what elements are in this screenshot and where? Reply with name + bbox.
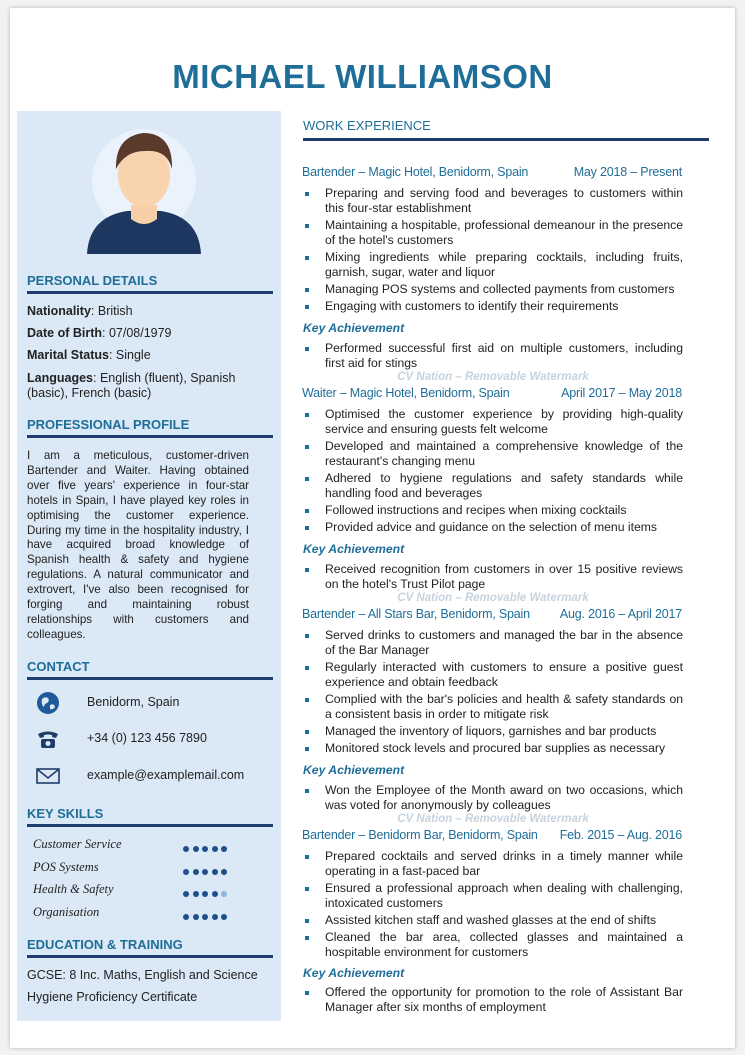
- globe-icon: [35, 690, 61, 716]
- envelope-icon: [35, 763, 61, 789]
- detail-dob: Date of Birth: 07/08/1979: [27, 326, 172, 340]
- divider: [27, 677, 273, 680]
- phone-icon: [35, 726, 61, 752]
- bullet-item: Ensured a professional approach when dealing with challenging, intoxicated customers: [303, 881, 683, 912]
- job-title-row: Waiter – Magic Hotel, Benidorm, Spain April 2017 – May 2018: [302, 386, 682, 400]
- job-title-row: Bartender – Magic Hotel, Benidorm, Spain May 2018 – Present: [302, 165, 682, 179]
- bullet-item: Optimised the customer experience by providing high-quality service and ensuring guests felt welcome: [303, 407, 683, 438]
- rating-dot: [193, 869, 199, 875]
- job-bullets: [303, 628, 683, 758]
- contact-email-text: example@examplemail.com: [87, 768, 245, 782]
- rating-dot: [221, 914, 227, 920]
- bullet-item: Served drinks to customers and managed the bar in the absence of the Bar Manager: [303, 628, 683, 659]
- bullet-item: Complied with the bar's policies and health & safety standards on a consistent basis in order to mitigate risk: [303, 692, 683, 723]
- rating-dot: [193, 914, 199, 920]
- skill-row: Health & Safety: [33, 882, 233, 897]
- education-heading: EDUCATION & TRAINING: [27, 937, 183, 952]
- rating-dot: [183, 846, 189, 852]
- bullet-item: Maintaining a hospitable, professional demeanour in the presence of the hotel's customers: [303, 218, 683, 249]
- bullet-item: Adhered to hygiene regulations and safety standards while handling food and beverages: [303, 471, 683, 502]
- personal-details-heading: PERSONAL DETAILS: [27, 273, 158, 288]
- achievement-bullets: [303, 783, 683, 815]
- detail-languages: Languages: English (fluent), Spanish (basic), French (basic): [27, 371, 236, 400]
- bullet-item: Provided advice and guidance on the selection of menu items: [303, 520, 683, 535]
- job-bullets: [303, 407, 683, 537]
- bullet-item: Prepared cocktails and served drinks in a timely manner while operating in a fast-paced bar: [303, 849, 683, 880]
- key-achievement-label: Key Achievement: [303, 321, 405, 335]
- rating-dot: [212, 869, 218, 875]
- skill-row: Customer Service: [33, 837, 233, 852]
- bullet-item: Managed the inventory of liquors, garnishes and bar products: [303, 724, 683, 739]
- rating-dot: [193, 891, 199, 897]
- bullet-item: Offered the opportunity for promotion to the role of Assistant Bar Manager after six months of employment: [303, 985, 683, 1016]
- bullet-item: Assisted kitchen staff and washed glasses at the end of shifts: [303, 913, 683, 928]
- watermark: CV Nation – Removable Watermark: [397, 813, 589, 825]
- bullet-item: Developed and maintained a comprehensive knowledge of the restaurant's changing menu: [303, 439, 683, 470]
- skill-rating: [183, 864, 231, 879]
- rating-dot: [183, 891, 189, 897]
- watermark: CV Nation – Removable Watermark: [397, 592, 589, 604]
- contact-heading: CONTACT: [27, 659, 90, 674]
- rating-dot: [193, 846, 199, 852]
- skill-row: POS Systems: [33, 860, 233, 875]
- divider: [27, 955, 273, 958]
- key-achievement-label: Key Achievement: [303, 542, 405, 556]
- education-item: Hygiene Proficiency Certificate: [27, 990, 198, 1004]
- professional-profile-heading: PROFESSIONAL PROFILE: [27, 417, 190, 432]
- rating-dot: [202, 869, 208, 875]
- bullet-item: Preparing and serving food and beverages to customers within this four-star establishment: [303, 186, 683, 217]
- rating-dot: [221, 891, 227, 897]
- achievement-bullets: [303, 341, 683, 373]
- skill-rating: [183, 886, 231, 901]
- achievement-bullets: [303, 562, 683, 594]
- job-dates: Feb. 2015 – Aug. 2016: [559, 828, 682, 842]
- work-experience-heading: WORK EXPERIENCE: [303, 118, 431, 133]
- job-dates: April 2017 – May 2018: [561, 386, 682, 400]
- job-bullets: [303, 186, 683, 316]
- bullet-item: Monitored stock levels and procured bar supplies as necessary: [303, 741, 683, 756]
- key-achievement-label: Key Achievement: [303, 966, 405, 980]
- job-dates: May 2018 – Present: [573, 165, 682, 179]
- achievement-bullets: [303, 985, 683, 1017]
- job-dates: Aug. 2016 – April 2017: [559, 607, 682, 621]
- bullet-item: Engaging with customers to identify their requirements: [303, 299, 683, 314]
- rating-dot: [183, 869, 189, 875]
- contact-location-text: Benidorm, Spain: [87, 695, 180, 709]
- detail-nationality: Nationality: British: [27, 304, 133, 318]
- rating-dot: [202, 846, 208, 852]
- skill-rating: [183, 909, 231, 924]
- bullet-item: Cleaned the bar area, collected glasses and maintained a hospitable environment for customers: [303, 930, 683, 961]
- rating-dot: [212, 846, 218, 852]
- key-achievement-label: Key Achievement: [303, 763, 405, 777]
- bullet-item: Mixing ingredients while preparing cocktails, including fruits, garnish, sugar, water and liquor: [303, 250, 683, 281]
- rating-dot: [202, 891, 208, 897]
- contact-phone-text: +34 (0) 123 456 7890: [87, 731, 207, 745]
- divider: [27, 824, 273, 827]
- bullet-item: Performed successful first aid on multiple customers, including first aid for stings: [303, 341, 683, 372]
- bullet-item: Received recognition from customers in over 15 positive reviews on the hotel's Trust Pilot page: [303, 562, 683, 593]
- bullet-item: Regularly interacted with customers to ensure a positive guest experience and obtain feedback: [303, 660, 683, 691]
- divider: [303, 138, 709, 141]
- rating-dot: [221, 869, 227, 875]
- skill-rating: [183, 841, 231, 856]
- rating-dot: [221, 846, 227, 852]
- bullet-item: Won the Employee of the Month award on two occasions, which was voted for anonymously by colleagues: [303, 783, 683, 814]
- sidebar: [17, 111, 281, 1021]
- job-title-row: Bartender – Benidorm Bar, Benidorm, Spain Feb. 2015 – Aug. 2016: [302, 828, 682, 842]
- profile-text: I am a meticulous, customer-driven Bartender and Waiter. Having obtained over five years' experience in four-star hotels in Spain, I have played key roles in optimising the customer experience. During my time in the hospitality industry, I have acquired broad knowledge of Spanish health & safety and hygiene regulations. A natural communicator and extrovert, I've also been recognised for forging and maintaining robust relationships with customers and colleagues.: [27, 449, 249, 641]
- rating-dot: [212, 914, 218, 920]
- key-skills-heading: KEY SKILLS: [27, 806, 104, 821]
- bullet-item: Managing POS systems and collected payments from customers: [303, 282, 683, 297]
- bullet-item: Followed instructions and recipes when mixing cocktails: [303, 503, 683, 518]
- rating-dot: [183, 914, 189, 920]
- rating-dot: [212, 891, 218, 897]
- education-item: GCSE: 8 Inc. Maths, English and Science: [27, 968, 258, 982]
- job-title-row: Bartender – All Stars Bar, Benidorm, Spain Aug. 2016 – April 2017: [302, 607, 682, 621]
- job-bullets: [303, 849, 683, 962]
- divider: [27, 291, 273, 294]
- candidate-name: MICHAEL WILLIAMSON: [172, 58, 553, 95]
- rating-dot: [202, 914, 208, 920]
- detail-marital-status: Marital Status: Single: [27, 348, 151, 362]
- divider: [27, 435, 273, 438]
- skill-row: Organisation: [33, 905, 233, 920]
- watermark: CV Nation – Removable Watermark: [397, 371, 589, 383]
- avatar-icon: [79, 119, 209, 254]
